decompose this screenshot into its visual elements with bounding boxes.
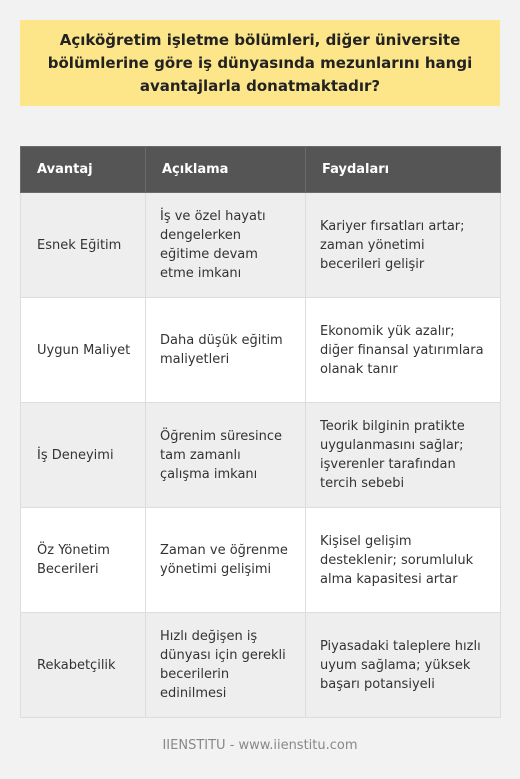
table-cell-benefits: Ekonomik yük azalır; diğer finansal yatırımlara olanak tanır xyxy=(306,298,501,403)
table-row xyxy=(21,403,501,508)
table-cell-benefits: Piyasadaki taleplere hızlı uyum sağlama; yüksek başarı potansiyeli xyxy=(306,613,501,718)
table-cell-benefits: Teorik bilginin pratikte uygulanmasını sağlar; işverenler tarafından tercih sebebi xyxy=(306,403,501,508)
table-header-row xyxy=(21,147,501,193)
footer-credit: IIENSTITU - www.iienstitu.com xyxy=(162,738,358,753)
title-banner xyxy=(20,20,500,106)
table-cell-description: Zaman ve öğrenme yönetimi gelişimi xyxy=(146,508,306,613)
table-cell-advantage: Rekabetçilik xyxy=(21,613,146,718)
table-row xyxy=(21,613,501,718)
table-cell-advantage: İş Deneyimi xyxy=(21,403,146,508)
table-cell-advantage: Uygun Maliyet xyxy=(21,298,146,403)
table-cell-benefits: Kişisel gelişim desteklenir; sorumluluk alma kapasitesi artar xyxy=(306,508,501,613)
table-row xyxy=(21,508,501,613)
page-title: Açıköğretim işletme bölümleri, diğer üniversite bölümlerine göre iş dünyasında mezunlarını hangi avantajlarla donatmaktadır? xyxy=(47,30,473,95)
column-header-benefits: Faydaları xyxy=(306,147,501,193)
table-cell-advantage: Öz Yönetim Becerileri xyxy=(21,508,146,613)
table-cell-advantage: Esnek Eğitim xyxy=(21,193,146,298)
column-header-advantage: Avantaj xyxy=(21,147,146,193)
table-cell-description: Daha düşük eğitim maliyetleri xyxy=(146,298,306,403)
table-row xyxy=(21,193,501,298)
advantages-table xyxy=(20,146,501,718)
table-row xyxy=(21,298,501,403)
column-header-description: Açıklama xyxy=(146,147,306,193)
table-cell-description: Öğrenim süresince tam zamanlı çalışma imkanı xyxy=(146,403,306,508)
table-cell-description: Hızlı değişen iş dünyası için gerekli becerilerin edinilmesi xyxy=(146,613,306,718)
table-cell-benefits: Kariyer fırsatları artar; zaman yönetimi becerileri gelişir xyxy=(306,193,501,298)
table-cell-description: İş ve özel hayatı dengelerken eğitime devam etme imkanı xyxy=(146,193,306,298)
